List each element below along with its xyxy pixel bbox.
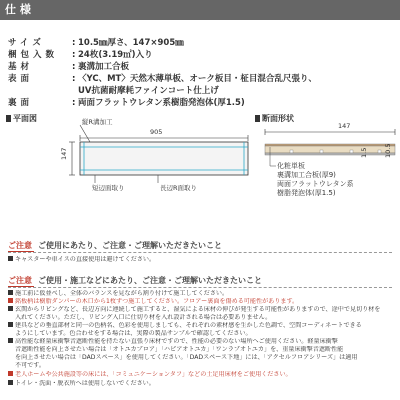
notice-item: キャスターや車イスの直接使用は避けてください。 bbox=[8, 256, 394, 264]
notice-item: トイレ・洗面・脱衣所へは使用しないでください。 bbox=[8, 380, 394, 388]
notice-item-cont: ようにしています。色合わせをする場合は、実際の製品サンプルで確認してください。 bbox=[15, 330, 252, 337]
spec-label: 表面 bbox=[8, 74, 34, 84]
spec-row-size bbox=[8, 37, 184, 49]
spec-row-surface bbox=[8, 73, 317, 85]
plan-width-label: 905 bbox=[150, 128, 163, 136]
notice-item-cont: 入れてください。ただし、リビング入口に仕切り材を入れ設計される場合は必要ありません。 bbox=[15, 314, 272, 321]
spec-value: UV抗菌耐摩耗ファインコート仕上げ bbox=[78, 86, 219, 96]
section-layer-2: 裏溝加工合板(厚9) bbox=[277, 171, 336, 179]
section-dim-left: 1.5 bbox=[360, 147, 368, 158]
spec-label: 梱包入数 bbox=[8, 50, 59, 60]
spec-header bbox=[0, 0, 400, 20]
notice-tag: ご注意 bbox=[8, 276, 32, 285]
spec-colon: : bbox=[72, 38, 76, 48]
notice-item-warning: 銘板柄は樹脂ダンパーの木口から1枚ずつ施工してください。フロアー裏面を傷める可能性があります。 bbox=[8, 298, 394, 306]
divider bbox=[8, 252, 392, 253]
section-layer-1: 化粧単板 bbox=[277, 162, 305, 170]
plan-groove-label: 縦R溝加工 bbox=[82, 118, 113, 126]
spec-colon: : bbox=[72, 98, 76, 108]
notice-item-cont: を向上させたい場合は「DADスペース」を使用してください。「DADスペース下地」には、「アクセルフロアシリーズ」は適用 bbox=[15, 354, 358, 361]
notice-item: 玄関からリビングなど、長辺方向に連続して施工すると、湿気による床材の伸びが発生する可能性がありますので、途中で見切り材を bbox=[8, 306, 394, 314]
spec-row-surface-cont bbox=[8, 85, 219, 97]
section-view-diagram bbox=[250, 118, 400, 218]
leader-line bbox=[80, 125, 90, 142]
foam-layer bbox=[265, 153, 395, 155]
notice-text: ご使用にあたり、ご注意・ご理解いただきたいこと bbox=[38, 241, 222, 250]
notice-item: 高性能な軽量床衝撃音遮断性能を持たない直張り床材ですので、性能の必要のない場所へご使用ください。軽量床衝撃 bbox=[8, 338, 394, 346]
notice-item-cont: 不可です。 bbox=[15, 362, 45, 369]
plan-height-label: 147 bbox=[60, 147, 68, 160]
section-view-title: 断面形状 bbox=[255, 113, 294, 124]
spec-colon: : bbox=[72, 62, 76, 72]
plan-view-diagram bbox=[0, 110, 255, 200]
spec-row-pack bbox=[8, 49, 153, 61]
spec-row-back bbox=[8, 97, 245, 109]
notice-usage-header bbox=[8, 240, 222, 252]
spec-value: 〈YC、MT〉天然木薄単板、オーク板目・柾目混合乱尺張り、 bbox=[78, 74, 317, 84]
spec-value: 24枚(3.19㎡)入り bbox=[78, 50, 153, 60]
spec-colon: : bbox=[72, 50, 76, 60]
plan-view-title: 平面図 bbox=[6, 113, 37, 124]
section-width-label: 147 bbox=[338, 122, 351, 130]
spec-colon: : bbox=[72, 74, 76, 84]
notice-item: 施工前に仮並べし、全体のバランスを見ながら割り付けて施工してください。 bbox=[8, 290, 394, 298]
spec-label: 裏面 bbox=[8, 98, 34, 108]
spec-header-title: 仕 様 bbox=[5, 3, 31, 16]
section-layer-3: 両面フラットウレタン系 bbox=[277, 180, 354, 188]
plan-long-label: 長辺R面取り bbox=[160, 184, 198, 192]
notice-item-warning: 老人ホームや公共施設等の床には、「コミュニケーションタフ」などの土足用床材をご使用ください。 bbox=[8, 371, 394, 379]
notice-item: 建具などの垂直部材と同一の色柄名、色彩を使用しましても、それぞれの素材感を生かした色調で、空間コーディネートできる bbox=[8, 322, 394, 330]
spec-value: 両面フラットウレタン系樹脂発泡体(厚1.5) bbox=[78, 98, 245, 108]
veneer-layer bbox=[265, 144, 395, 146]
spec-label: サイズ bbox=[8, 38, 45, 48]
section-dim-right: 10.5 bbox=[384, 143, 392, 158]
divider bbox=[8, 287, 392, 288]
notice-install-header bbox=[8, 275, 262, 287]
notice-text: ご使用・施工などにあたり、ご注意・ご理解いただきたいこと bbox=[38, 276, 262, 285]
plywood-layer bbox=[265, 146, 395, 153]
spec-label: 基材 bbox=[8, 62, 34, 72]
notice-item-cont: 音遮断性能を向上させたい場合は「オトユカプロア」「ハピアオトユカ」「ワンラプオトユカ」を、重量床衝撃音遮断性能 bbox=[15, 346, 344, 353]
spec-value: 裏溝加工合板 bbox=[78, 62, 130, 72]
spec-row-base bbox=[8, 61, 129, 73]
section-layer-4: 樹脂発泡体(厚1.5) bbox=[277, 189, 336, 197]
notice-tag: ご注意 bbox=[8, 241, 32, 250]
plan-short-label: 短辺面取り bbox=[92, 184, 125, 192]
spec-value: 10.5㎜厚さ、147×905㎜ bbox=[78, 38, 184, 48]
